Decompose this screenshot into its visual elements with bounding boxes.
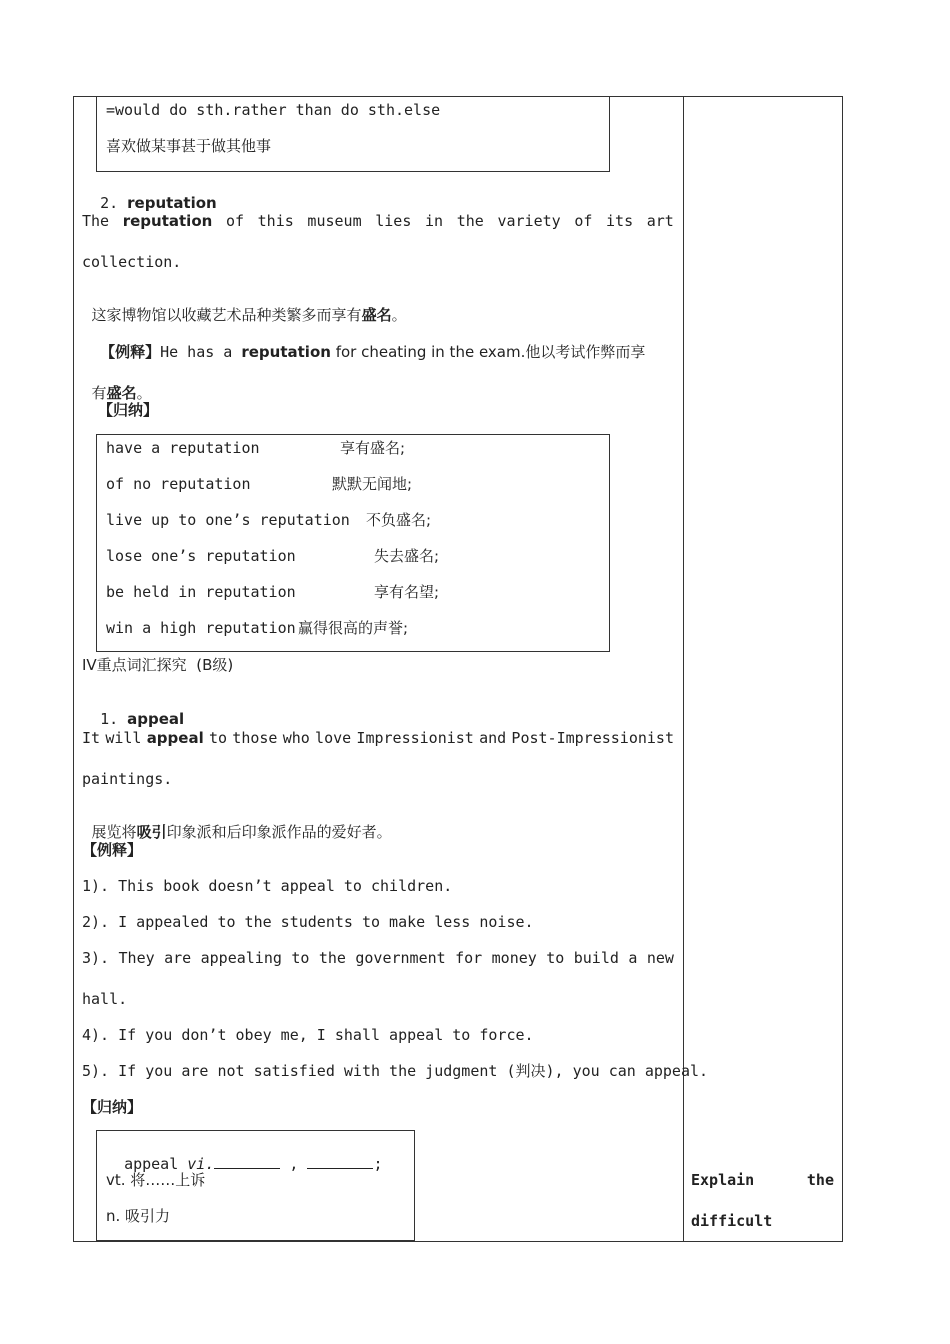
word: 3). <box>82 949 110 967</box>
example-cn-bold: 盛名 <box>361 306 392 324</box>
phrase-cn: 享有名望; <box>374 583 440 601</box>
summary-line-3: n. 吸引力 <box>106 1207 171 1225</box>
word: for <box>455 949 483 967</box>
liyi2-pre: 有 <box>91 384 107 402</box>
word: new <box>646 949 674 967</box>
sidebar-line-1 <box>691 1171 834 1189</box>
appeal-cn-post: 印象派和后印象派作品的爱好者。 <box>166 823 392 841</box>
item-heading-appeal <box>82 692 184 728</box>
word: Explain <box>691 1171 755 1189</box>
word: love <box>315 729 352 747</box>
liyi2-bold: 盛名 <box>106 384 137 402</box>
appeal-ex-3-line-2: hall. <box>82 990 128 1008</box>
word: money <box>491 949 537 967</box>
appeal-ex-1: 1). This book doesn’t appeal to children. <box>82 877 453 895</box>
word: of <box>574 212 593 230</box>
word: this <box>257 212 294 230</box>
appeal-ex-3-line-1 <box>82 949 674 967</box>
phrase-en: be held in reputation <box>106 583 296 601</box>
example-cn-text: 这家博物馆以收藏艺术品种类繁多而享有 <box>91 306 362 324</box>
example-cn <box>82 288 407 324</box>
guina-label-appeal: 【归纳】 <box>82 1098 143 1116</box>
item-word: appeal <box>127 710 185 728</box>
word: its <box>606 212 634 230</box>
summary-word: appeal <box>124 1155 188 1173</box>
item-number: 2. <box>100 194 119 212</box>
word: It <box>82 729 101 747</box>
liyi-line-1 <box>82 325 645 361</box>
appeal-example-en-line-1 <box>82 729 674 747</box>
word: museum <box>307 212 362 230</box>
word: those <box>232 729 278 747</box>
summary-sep: , <box>280 1155 308 1173</box>
phrase-cn: 不负盛名; <box>366 511 432 529</box>
appeal-ex-4: 4). If you don’t obey me, I shall appeal to force. <box>82 1026 534 1044</box>
word: the <box>456 212 484 230</box>
phrase-cn: 享有盛名; <box>340 439 406 457</box>
liyi-label-appeal: 【例释】 <box>82 841 143 859</box>
summary-end: ; <box>373 1155 383 1173</box>
section-heading: IV重点词汇探究 (B级) <box>82 656 234 674</box>
blank-2[interactable] <box>307 1154 373 1169</box>
word: are <box>164 949 192 967</box>
summary-line-2: vt. 将……上诉 <box>106 1171 206 1189</box>
word: appealing <box>200 949 282 967</box>
appeal-ex-2: 2). I appealed to the students to make less noise. <box>82 913 534 931</box>
word: build <box>573 949 619 967</box>
word: Post-Impressionist <box>511 729 674 747</box>
phrase-en: win a high reputation <box>106 619 296 637</box>
item-word: reputation <box>127 194 217 212</box>
phrase-en: of no reputation <box>106 475 251 493</box>
summary-pos-vi: vi. <box>187 1155 215 1173</box>
word: lies <box>375 212 412 230</box>
word: a <box>628 949 638 967</box>
phrase-en: lose one’s reputation <box>106 547 296 565</box>
phrase-cn: 失去盛名; <box>374 547 440 565</box>
word: the <box>318 949 346 967</box>
appeal-cn-pre: 展览将 <box>91 823 137 841</box>
word: variety <box>497 212 561 230</box>
word: and <box>479 729 507 747</box>
word: the <box>806 1171 834 1189</box>
liyi-pre: He has a <box>160 343 242 361</box>
appeal-ex-5: 5). If you are not satisfied with the judgment (判决), you can appeal. <box>82 1062 709 1080</box>
word: government <box>355 949 446 967</box>
word: in <box>425 212 444 230</box>
phrase-en: live up to one’s reputation <box>106 511 350 529</box>
word: will <box>105 729 142 747</box>
example-en-line-1 <box>82 212 674 230</box>
guina-label-reputation: 【归纳】 <box>98 401 159 419</box>
phrase-cn: 赢得很高的声誉; <box>298 619 409 637</box>
word: The <box>82 212 110 230</box>
word: appeal <box>146 729 204 747</box>
word: to <box>208 729 228 747</box>
word: Impressionist <box>356 729 474 747</box>
blank-1[interactable] <box>214 1154 280 1169</box>
liyi-line-2 <box>82 366 152 402</box>
note-line-1: =would do sth.rather than do sth.else <box>106 101 441 119</box>
word: to <box>291 949 310 967</box>
word: who <box>282 729 310 747</box>
liyi-bold: reputation <box>241 343 331 361</box>
phrase-en: have a reputation <box>106 439 260 457</box>
example-en-line-2: collection. <box>82 253 182 271</box>
liyi-post: for cheating in the exam.他以考试作弊而享 <box>330 343 646 361</box>
phrase-cn: 默默无闻地; <box>332 475 413 493</box>
word: art <box>646 212 674 230</box>
word: They <box>118 949 155 967</box>
appeal-cn-bold: 吸引 <box>136 823 167 841</box>
word: to <box>546 949 565 967</box>
note-line-2: 喜欢做某事甚于做其他事 <box>106 137 272 155</box>
appeal-example-en-line-2: paintings. <box>82 770 173 788</box>
appeal-example-cn <box>82 805 392 841</box>
liyi-label: 【例释】 <box>100 343 161 361</box>
sidebar-line-2: difficult <box>691 1212 773 1230</box>
item-heading-reputation <box>82 176 217 212</box>
word: of <box>225 212 245 230</box>
item-number: 1. <box>100 710 119 728</box>
word: reputation <box>122 212 213 230</box>
liyi2-post: 。 <box>136 384 152 402</box>
example-cn-end: 。 <box>391 306 407 324</box>
summary-line-1 <box>106 1136 383 1173</box>
